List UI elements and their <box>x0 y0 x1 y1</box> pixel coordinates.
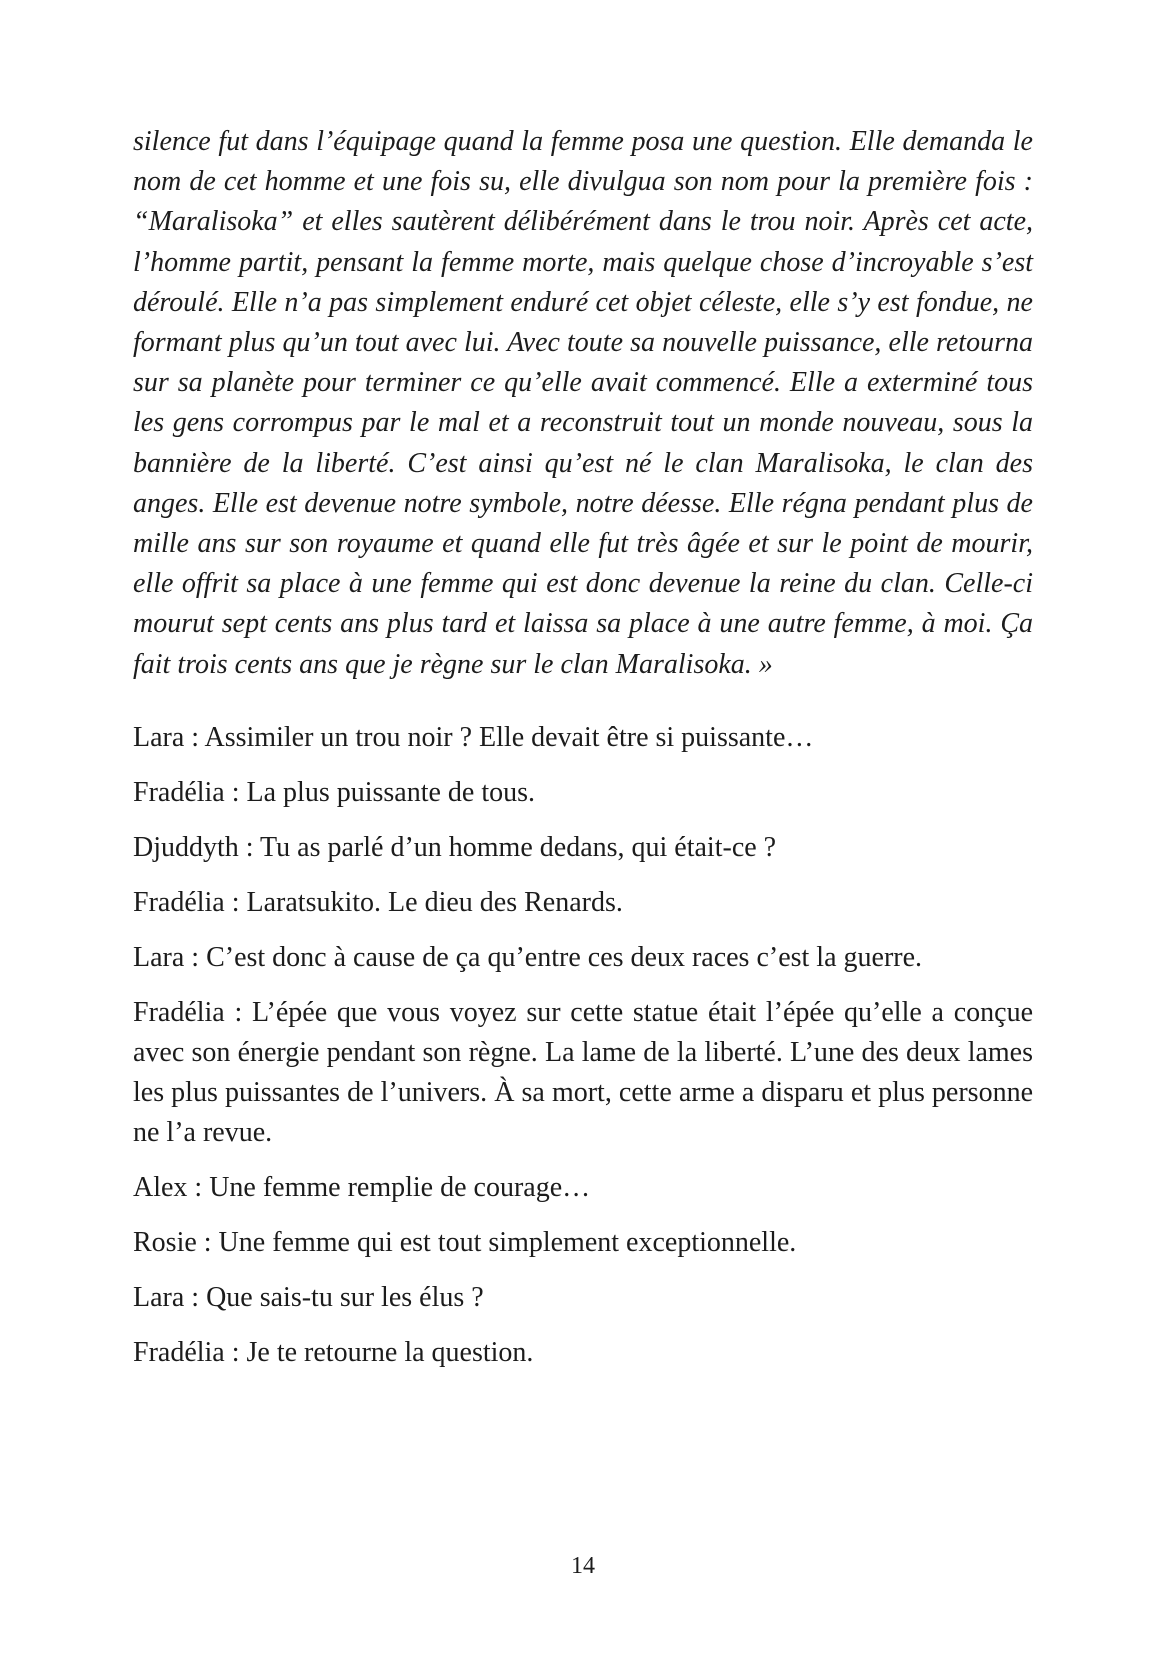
page-number: 14 <box>571 1553 595 1579</box>
dialogue-section <box>133 718 1033 1373</box>
dialogue-line: Fradélia : L’épée que vous voyez sur cette statue était l’épée qu’elle a conçue avec son énergie pendant son règne. La lame de la liberté. L’une des deux lames les plus puissantes de l’univers. À sa mort, cette arme a disparu et plus personne ne l’a revue. <box>133 996 1033 1148</box>
dialogue-line: Rosie : Une femme qui est tout simplement exceptionnelle. <box>133 1226 797 1258</box>
dialogue-line: Fradélia : Je te retourne la question. <box>133 1336 534 1368</box>
narrative-paragraph: silence fut dans l’équipage quand la femme posa une question. Elle demanda le nom de cet homme et une fois su, elle divulgua son nom pour la première fois : “Maralisoka” et elles sautèrent délibérément dans le trou noir. Après cet acte, l’homme partit, pensant la femme morte, mais quelque chose d’incroyable s’est déroulé. Elle n’a pas simplement enduré cet objet céleste, elle s’y est fondue, ne formant plus qu’un tout avec lui. Avec toute sa nouvelle puissance, elle retourna sur sa planète pour terminer ce qu’elle avait commencé. Elle a exterminé tous les gens corrompus par le mal et a reconstruit tout un monde nouveau, sous la bannière de la liberté. C’est ainsi qu’est né le clan Maralisoka, le clan des anges. Elle est devenue notre symbole, notre déesse. Elle régna pendant plus de mille ans sur son royaume et quand elle fut très âgée et sur le point de mourir, elle offrit sa place à une femme qui est donc devenue la reine du clan. Celle-ci mourut sept cents ans plus tard et laissa sa place à une autre femme, à moi. Ça fait trois cents ans que je règne sur le clan Maralisoka. » <box>133 126 1033 680</box>
dialogue-line: Djuddyth : Tu as parlé d’un homme dedans, qui était-ce ? <box>133 831 777 863</box>
dialogue-line: Lara : C’est donc à cause de ça qu’entre ces deux races c’est la guerre. <box>133 941 923 973</box>
dialogue-line: Lara : Que sais-tu sur les élus ? <box>133 1281 484 1313</box>
dialogue-line: Fradélia : La plus puissante de tous. <box>133 776 536 808</box>
dialogue-line: Lara : Assimiler un trou noir ? Elle devait être si puissante… <box>133 721 814 753</box>
dialogue-line: Alex : Une femme remplie de courage… <box>133 1171 591 1203</box>
dialogue-line: Fradélia : Laratsukito. Le dieu des Renards. <box>133 886 623 918</box>
text-block <box>133 122 1033 1388</box>
